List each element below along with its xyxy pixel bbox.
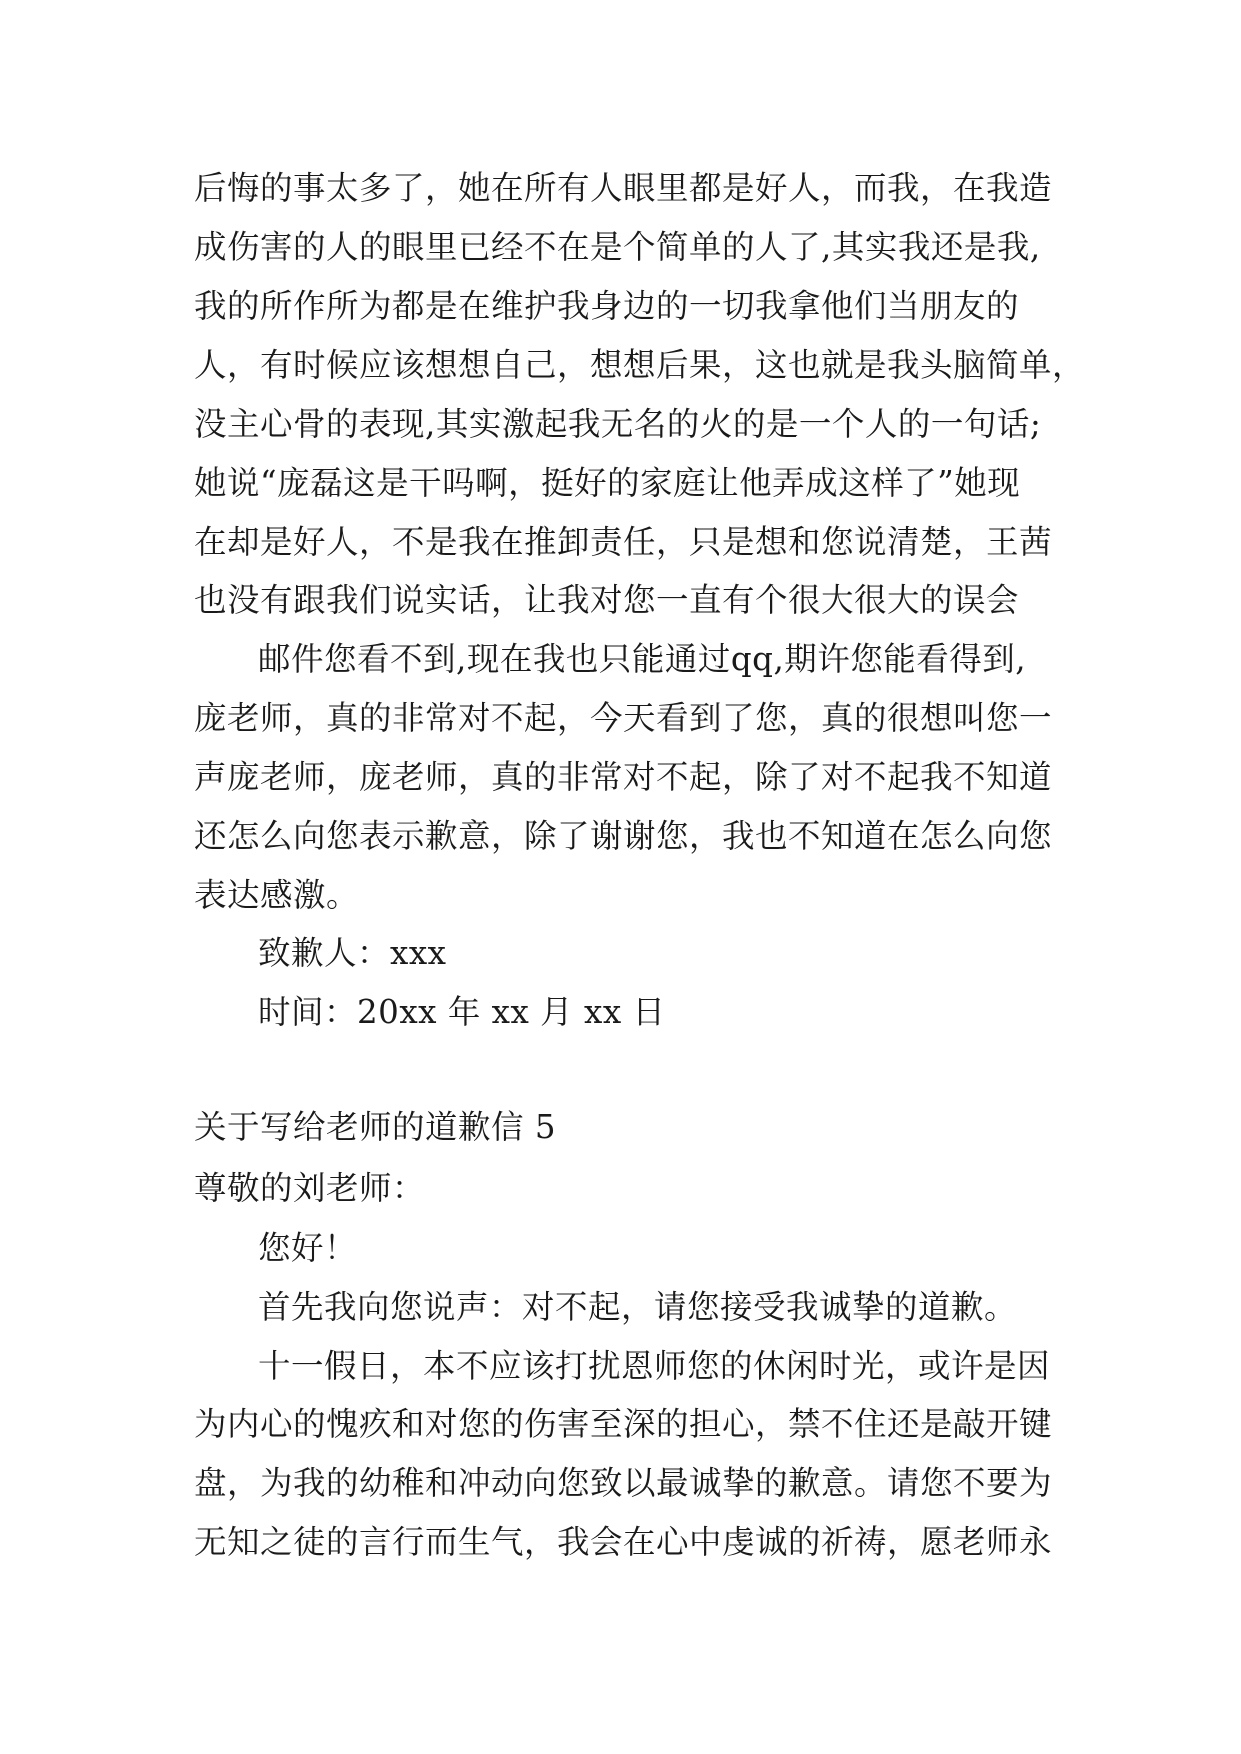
paragraph-line: 盘，为我的幼稚和冲动向您致以最诚挚的歉意。请您不要为	[194, 1464, 1053, 1502]
paragraph-line: 还怎么向您表示歉意，除了谢谢您，我也不知道在怎么向您	[194, 817, 1053, 855]
paragraph-line: 邮件您看不到,现在我也只能通过qq,期许您能看得到,	[258, 640, 1027, 678]
paragraph-line: 表达感激。	[194, 876, 360, 914]
paragraph-line: 声庞老师，庞老师，真的非常对不起，除了对不起我不知道	[194, 758, 1053, 796]
paragraph-line: 为内心的愧疚和对您的伤害至深的担心，禁不住还是敲开键	[194, 1405, 1053, 1443]
paragraph-line: 也没有跟我们说实话，让我对您一直有个很大很大的误会	[194, 581, 1020, 619]
paragraph-line: 成伤害的人的眼里已经不在是个简单的人了,其实我还是我,	[194, 228, 1041, 266]
paragraph-line: 她说“庞磊这是干吗啊，挺好的家庭让他弄成这样了”她现	[194, 464, 1021, 502]
signature: 致歉人：xxx	[258, 934, 447, 972]
paragraph-line: 首先我向您说声：对不起，请您接受我诚挚的道歉。	[258, 1288, 1018, 1326]
paragraph-line: 人，有时候应该想想自己，想想后果，这也就是我头脑简单，	[194, 346, 1086, 384]
section-title: 关于写给老师的道歉信 5	[194, 1108, 557, 1146]
paragraph-line: 无知之徒的言行而生气，我会在心中虔诚的祈祷，愿老师永	[194, 1523, 1053, 1561]
date: 时间：20xx 年 xx 月 xx 日	[258, 993, 666, 1031]
paragraph-line: 我的所作所为都是在维护我身边的一切我拿他们当朋友的	[194, 287, 1020, 325]
paragraph-line: 庞老师，真的非常对不起，今天看到了您，真的很想叫您一	[194, 699, 1053, 737]
salutation: 尊敬的刘老师：	[194, 1169, 426, 1207]
paragraph-line: 在却是好人，不是我在推卸责任，只是想和您说清楚，王茜	[194, 523, 1053, 561]
paragraph-line: 没主心骨的表现,其实激起我无名的火的是一个人的一句话;	[194, 405, 1042, 443]
paragraph-line: 后悔的事太多了，她在所有人眼里都是好人，而我，在我造	[194, 169, 1053, 207]
greeting: 您好！	[258, 1229, 358, 1267]
paragraph-line: 十一假日，本不应该打扰恩师您的休闲时光，或许是因	[258, 1347, 1051, 1385]
